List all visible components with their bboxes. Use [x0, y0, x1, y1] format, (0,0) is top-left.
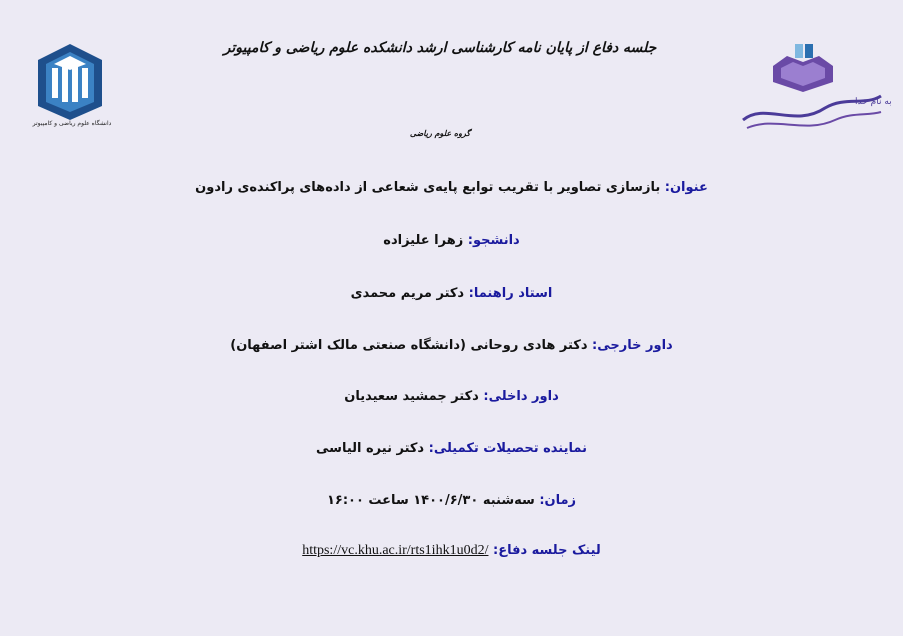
- graduate-rep-label: نماینده تحصیلات تکمیلی:: [428, 441, 587, 456]
- graduate-rep-row: [100, 441, 803, 456]
- meeting-link-row: [100, 543, 803, 559]
- advisor-value: دکتر مریم محمدی: [350, 286, 465, 301]
- title-label: عنوان:: [664, 180, 708, 195]
- meeting-link[interactable]: https://vc.khu.ac.ir/rts1ihk1u0d2/: [302, 543, 489, 558]
- graduate-rep-value: دکتر نیره الیاسی: [316, 441, 425, 456]
- external-referee-label: داور خارجی:: [592, 338, 673, 353]
- student-row: [100, 233, 803, 248]
- khwarizmi-calligraphy-logo-icon: [735, 42, 892, 142]
- title-row: [100, 180, 803, 195]
- advisor-row: [100, 286, 803, 301]
- advisor-label: استاد راهنما:: [468, 286, 553, 301]
- department-subtitle: گروه علوم ریاضی: [409, 128, 471, 138]
- time-value: سه‌شنبه ۱۴۰۰/۶/۳۰ ساعت ۱۶:۰۰: [326, 493, 535, 508]
- time-row: [100, 493, 803, 508]
- title-value: بازسازی تصاویر با تقریب توابع پایه‌ی شعاعی از داده‌های پراکنده‌ی رادون: [195, 180, 661, 195]
- logo-text: به نام خدا: [855, 97, 892, 107]
- internal-referee-value: دکتر جمشید سعیدیان: [344, 389, 479, 404]
- external-referee-value: دکتر هادی روحانی (دانشگاه صنعتی مالک اشتر اصفهان): [230, 338, 588, 353]
- external-referee-row: [100, 338, 803, 353]
- meeting-link-label: لینک جلسه دفاع:: [493, 543, 601, 558]
- student-value: زهرا علیزاده: [383, 233, 464, 248]
- internal-referee-row: [100, 389, 803, 404]
- time-label: زمان:: [539, 493, 577, 508]
- internal-referee-label: داور داخلی:: [483, 389, 559, 404]
- student-label: دانشجو:: [467, 233, 520, 248]
- page-header: جلسه دفاع از پایان نامه کارشناسی ارشد دانشکده علوم ریاضی و کامپیوتر: [223, 40, 657, 56]
- university-caption: دانشگاه علوم ریاضی و کامپیوتر: [32, 120, 112, 127]
